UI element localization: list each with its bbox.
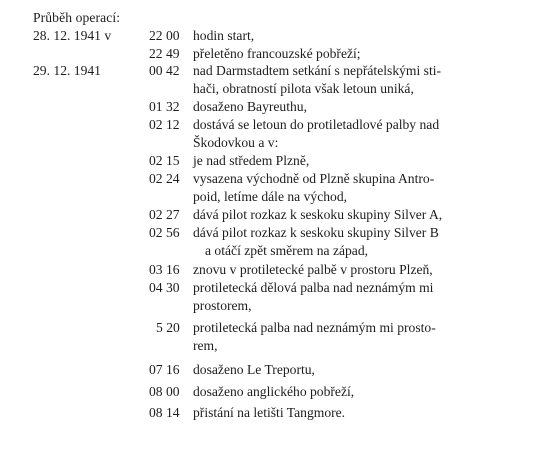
entry-time: 02 27	[149, 207, 180, 222]
entry-time: 04 30	[149, 280, 180, 295]
entry-time: 07 16	[149, 362, 180, 377]
entry-text: protiletecká dělová palba nad neznámým mi	[193, 280, 434, 295]
entry-text: dosaženo anglického pobřeží,	[193, 384, 355, 399]
entry-text-continuation: a otáčí zpět směrem na západ,	[205, 243, 369, 258]
entry-text: znovu v protiletecké palbě v prostoru Plzeň,	[193, 262, 433, 277]
entry-time: 22 00	[149, 28, 180, 43]
entry-text-continuation: Škodovkou a v:	[193, 135, 279, 150]
entry-time: 02 56	[149, 225, 180, 240]
entry-time: 08 00	[149, 384, 180, 399]
entry-text: nad Darmstadtem setkání s nepřátelskými sti-	[193, 63, 442, 78]
entry-text: protiletecká palba nad neznámým mi prosto-	[193, 320, 436, 335]
entry-text: dostává se letoun do protiletadlové palby nad	[193, 117, 440, 132]
entry-time: 5 20	[156, 320, 180, 335]
entry-text: dává pilot rozkaz k seskoku skupiny Silver A,	[193, 207, 443, 222]
entry-text: je nad středem Plzně,	[193, 153, 310, 168]
entry-time: 02 12	[149, 117, 180, 132]
entry-time: 01 32	[149, 99, 180, 114]
entry-text: dává pilot rozkaz k seskoku skupiny Silver B	[193, 225, 439, 240]
entry-time: 08 14	[149, 405, 180, 420]
entry-time: 22 49	[149, 46, 180, 61]
entry-text-continuation: poid, letíme dále na východ,	[193, 189, 348, 204]
entry-date: 28. 12. 1941 v	[33, 28, 112, 43]
entry-text: dosaženo Le Treportu,	[193, 362, 315, 377]
entry-text: hodin start,	[193, 28, 255, 43]
entry-time: 02 15	[149, 153, 180, 168]
entry-time: 03 16	[149, 262, 180, 277]
entry-text-continuation: rem,	[193, 338, 218, 353]
entry-text-continuation: prostorem,	[193, 298, 252, 313]
entry-text: dosaženo Bayreuthu,	[193, 99, 308, 114]
entry-text: přeletěno francouzské pobřeží;	[193, 46, 361, 61]
entry-date: 29. 12. 1941	[33, 63, 101, 78]
entry-text-continuation: hači, obratností pilota však letoun uniká,	[193, 81, 414, 96]
entry-time: 02 24	[149, 171, 180, 186]
document-title: Průběh operací:	[33, 10, 121, 25]
entry-time: 00 42	[149, 63, 180, 78]
entry-text: přistání na letišti Tangmore.	[193, 405, 346, 420]
entry-text: vysazena východně od Plzně skupina Antro-	[193, 171, 435, 186]
